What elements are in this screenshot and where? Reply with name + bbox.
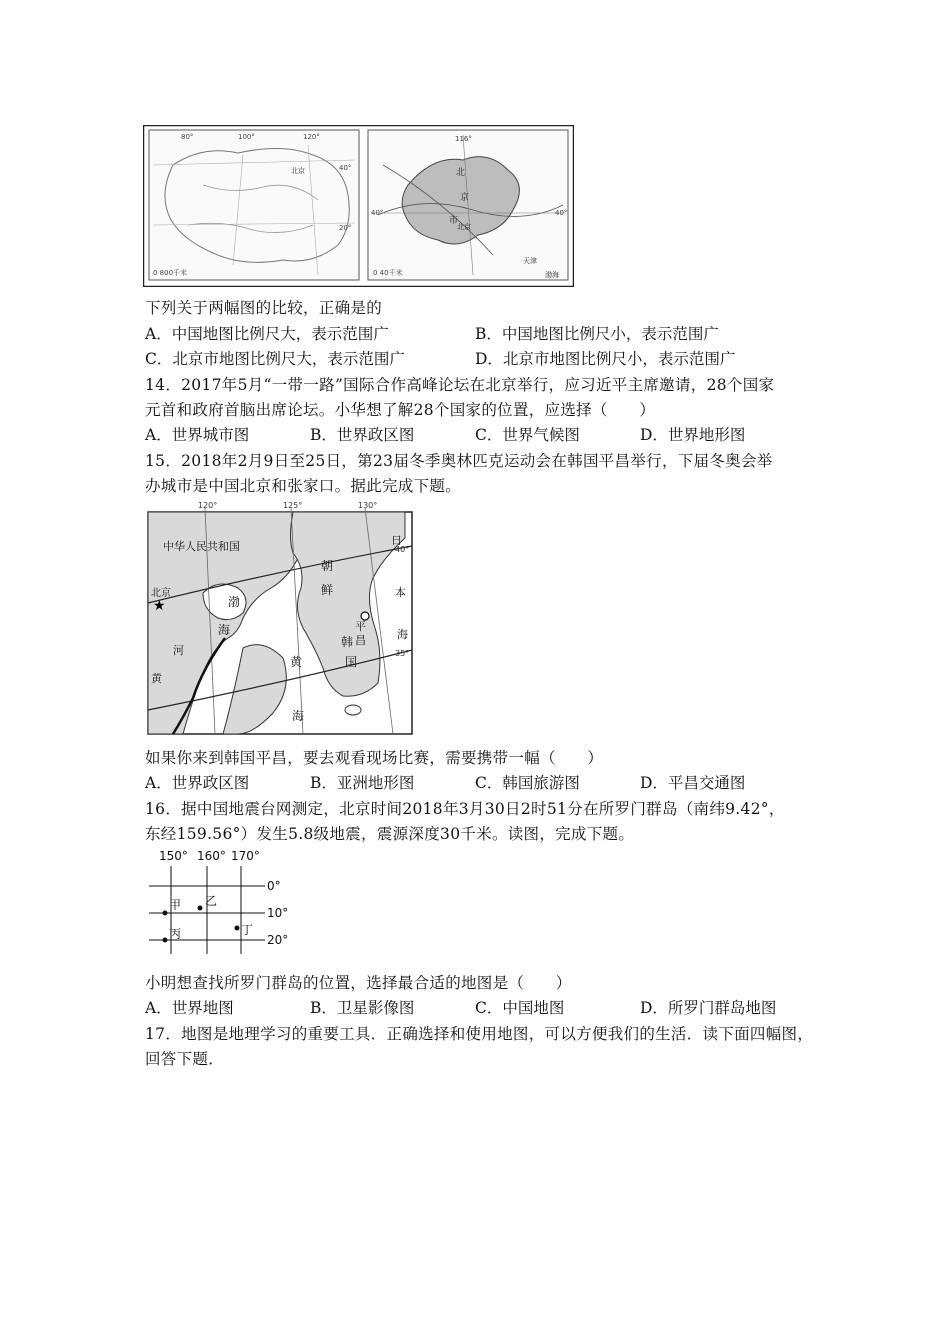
q16-option-a[interactable]: A．世界地图: [145, 999, 234, 1017]
char-chao: 朝: [321, 559, 334, 573]
grid-lon-160: 160°: [197, 849, 226, 863]
q17-line-1: 17．地图是地理学习的重要工具．正确选择和使用地图，可以方便我们的生活．读下面四幅图，: [145, 1025, 814, 1043]
label-yi: 乙: [205, 894, 218, 908]
left-lon-80: 80°: [181, 133, 194, 141]
left-beijing-label: 北京: [291, 167, 305, 175]
grid-lat-10: 10°: [267, 906, 289, 920]
label-jia: 甲: [169, 898, 182, 912]
korea-map-svg: [143, 498, 415, 738]
char-guo: 国: [345, 655, 358, 669]
char-xian: 鲜: [321, 583, 334, 597]
left-lon-100: 100°: [238, 133, 255, 141]
char-ben: 本: [395, 586, 406, 599]
q13-option-b[interactable]: B．中国地图比例尺小，表示范围广: [475, 325, 719, 343]
right-char-jing: 京: [460, 193, 470, 203]
char-chang: 昌: [355, 634, 366, 647]
beijing-map: [368, 130, 568, 280]
right-lat-40-left: 40°: [371, 209, 384, 217]
q16-line-2: 东经159.56°）发生5.8级地震，震源深度30千米。读图，完成下题。: [145, 825, 635, 843]
right-beijing-label: 北京: [457, 223, 471, 231]
q15-line-1: 15．2018年2月9日至25日，第23届冬季奥林匹克运动会在韩国平昌举行，下届冬奥会举: [145, 452, 773, 470]
q13-option-c[interactable]: C．北京市地图比例尺大，表示范围广: [145, 350, 405, 368]
q14-line-1: 14．2017年5月“一带一路”国际合作高峰论坛在北京举行，应习近平主席邀请，28个国家: [145, 376, 775, 394]
char-huang-river: 黄: [151, 672, 162, 685]
q16-stem: 小明想查找所罗门群岛的位置，选择最合适的地图是（ ）: [145, 974, 572, 992]
grid-lon-150: 150°: [159, 849, 188, 863]
q14-option-d[interactable]: D．世界地形图: [640, 426, 746, 444]
capital-star-icon: ★: [153, 598, 166, 614]
char-ri: 日: [391, 534, 402, 547]
char-bo: 渤: [228, 595, 241, 609]
right-scale: 0 40千米: [373, 269, 403, 277]
point-yi: [198, 906, 203, 911]
q14-line-2: 元首和政府首脑出席论坛。小华想了解28个国家的位置，应选择（ ）: [145, 401, 656, 419]
q14-option-a[interactable]: A．世界城市图: [145, 426, 250, 444]
char-hai-1: 海: [218, 623, 231, 637]
q16-option-c[interactable]: C．中国地图: [475, 999, 565, 1017]
q16-option-d[interactable]: D．所罗门群岛地图: [640, 999, 777, 1017]
korea-map-figure: [143, 498, 415, 738]
right-lon-116: 116°: [455, 135, 472, 143]
q15-stem: 如果你来到韩国平昌，要去观看现场比赛，需要携带一幅（ ）: [145, 749, 604, 767]
grid-lat-0: 0°: [267, 879, 281, 893]
grid-lon-170: 170°: [231, 849, 260, 863]
two-maps-svg: [143, 125, 574, 287]
point-ding: [235, 926, 240, 931]
china-map: [149, 130, 359, 280]
label-bing: 丙: [169, 927, 182, 941]
char-han: 韩: [341, 635, 354, 649]
right-char-bei: 北: [456, 168, 466, 178]
korea-lat-40: 40°: [395, 545, 410, 554]
char-hai-3: 海: [397, 628, 408, 641]
q15-option-c[interactable]: C．韩国旅游图: [475, 774, 580, 792]
left-lon-120: 120°: [303, 133, 320, 141]
beijing-label: 北京: [151, 588, 171, 599]
grid-figure: [143, 846, 303, 961]
q15-option-d[interactable]: D．平昌交通图: [640, 774, 746, 792]
left-lat-40: 40°: [339, 164, 352, 172]
figure-two-maps: [143, 125, 574, 287]
point-jia: [163, 911, 168, 916]
right-char-shi: 市: [449, 216, 459, 226]
pyeongchang-marker: [361, 612, 369, 620]
korea-lon-125: 125°: [283, 501, 303, 510]
char-hai-2: 海: [292, 709, 305, 723]
q14-option-b[interactable]: B．世界政区图: [310, 426, 415, 444]
q13-option-d[interactable]: D．北京市地图比例尺小，表示范围广: [475, 350, 736, 368]
q15-line-2: 办城市是中国北京和张家口。据此完成下题。: [145, 477, 462, 495]
grid-lat-20: 20°: [267, 933, 289, 947]
korea-lat-35: 35°: [395, 649, 410, 658]
point-bing: [163, 938, 168, 943]
q17-line-2: 回答下题．: [145, 1050, 225, 1068]
char-he: 河: [173, 644, 184, 657]
q16-option-b[interactable]: B．卫星影像图: [310, 999, 415, 1017]
q15-option-a[interactable]: A．世界政区图: [145, 774, 250, 792]
char-ping: 平: [355, 620, 366, 633]
right-tianjin-label: 天津: [523, 257, 537, 265]
left-lat-20: 20°: [339, 224, 352, 232]
label-ding: 丁: [241, 923, 254, 937]
korea-map-title: 中华人民共和国: [163, 540, 240, 553]
char-huang-sea: 黄: [290, 655, 303, 669]
korea-lon-130: 130°: [358, 501, 378, 510]
left-scale: 0 800千米: [153, 269, 188, 277]
q13-stem: 下列关于两幅图的比较，正确是的: [145, 299, 383, 317]
q13-option-a[interactable]: A．中国地图比例尺大，表示范围广: [145, 325, 389, 343]
korea-lon-120: 120°: [198, 501, 218, 510]
q15-option-b[interactable]: B．亚洲地形图: [310, 774, 415, 792]
q16-line-1: 16．据中国地震台网测定，北京时间2018年3月30日2时51分在所罗门群岛（南纬9.42°，: [145, 800, 785, 818]
q14-option-c[interactable]: C．世界气候图: [475, 426, 580, 444]
right-bohai-label: 渤海: [545, 271, 559, 279]
right-lat-40-right: 40°: [555, 209, 568, 217]
grid-svg: [143, 846, 303, 961]
